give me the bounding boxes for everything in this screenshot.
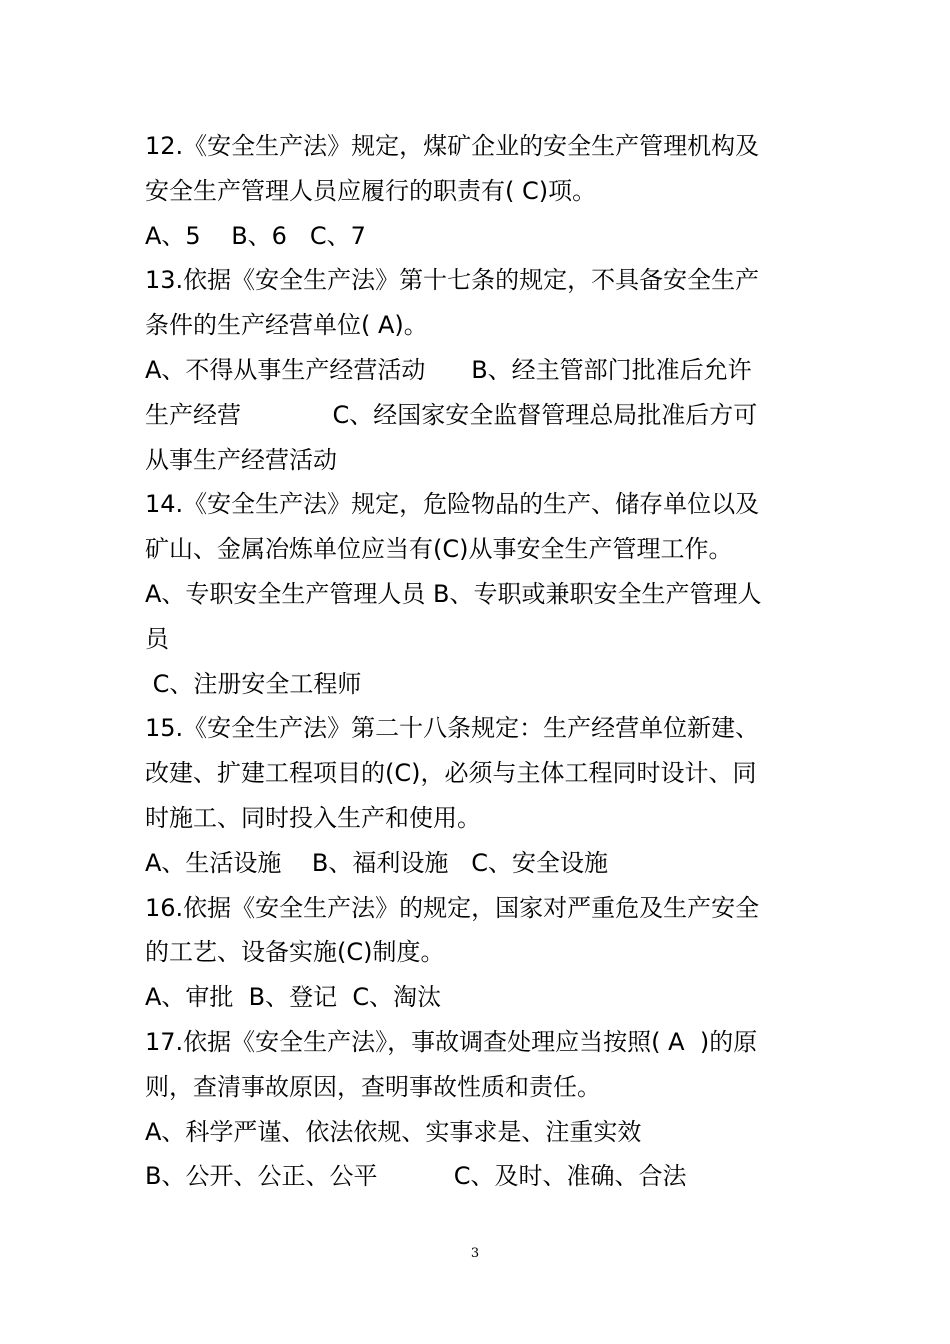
q12-options: A、5 B、6 C、7	[145, 221, 366, 250]
q15-line-1: 15.《安全生产法》第二十八条规定：生产经营单位新建、	[145, 714, 760, 743]
q13-line-1: 13.依据《安全生产法》第十七条的规定，不具备安全生产	[145, 266, 760, 295]
q17-options-1: A、科学严谨、依法依规、实事求是、注重实效	[145, 1117, 642, 1146]
q12-line-1: 12.《安全生产法》规定，煤矿企业的安全生产管理机构及	[145, 132, 760, 160]
q14-options-3: C、注册安全工程师	[145, 669, 362, 698]
q16-line-2: 的工艺、设备实施(C)制度。	[145, 938, 445, 967]
q16-options: A、审批 B、登记 C、淘汰	[145, 983, 442, 1012]
q14-line-1: 14.《安全生产法》规定，危险物品的生产、储存单位以及	[145, 490, 760, 519]
q15-line-3: 时施工、同时投入生产和使用。	[145, 803, 481, 832]
q15-line-2: 改建、扩建工程项目的(C)，必须与主体工程同时设计、同	[145, 759, 757, 788]
q12-line-2: 安全生产管理人员应履行的职责有( C)项。	[145, 176, 597, 205]
q13-options-1: A、不得从事生产经营活动 B、经主管部门批准后允许	[145, 355, 752, 384]
q15-options: A、生活设施 B、福利设施 C、安全设施	[145, 848, 609, 877]
page-number: 3	[470, 1246, 480, 1261]
q17-line-2: 则，查清事故原因，查明事故性质和责任。	[145, 1072, 601, 1101]
q16-line-1: 16.依据《安全生产法》的规定，国家对严重危及生产安全	[145, 893, 760, 922]
q14-line-2: 矿山、金属冶炼单位应当有(C)从事安全生产管理工作。	[145, 535, 733, 564]
q17-options-2: B、公开、公正、公平 C、及时、准确、合法	[145, 1162, 687, 1191]
q14-options-2: 员	[145, 624, 169, 653]
q13-line-2: 条件的生产经营单位( A)。	[145, 311, 428, 340]
document-body	[145, 124, 815, 1199]
q13-options-2: 生产经营 C、经国家安全监督管理总局批准后方可	[145, 400, 758, 429]
q13-options-3: 从事生产经营活动	[145, 445, 337, 474]
q14-options-1: A、专职安全生产管理人员 B、专职或兼职安全生产管理人	[145, 579, 762, 608]
q17-line-1: 17.依据《安全生产法》，事故调查处理应当按照( A )的原	[145, 1027, 758, 1056]
